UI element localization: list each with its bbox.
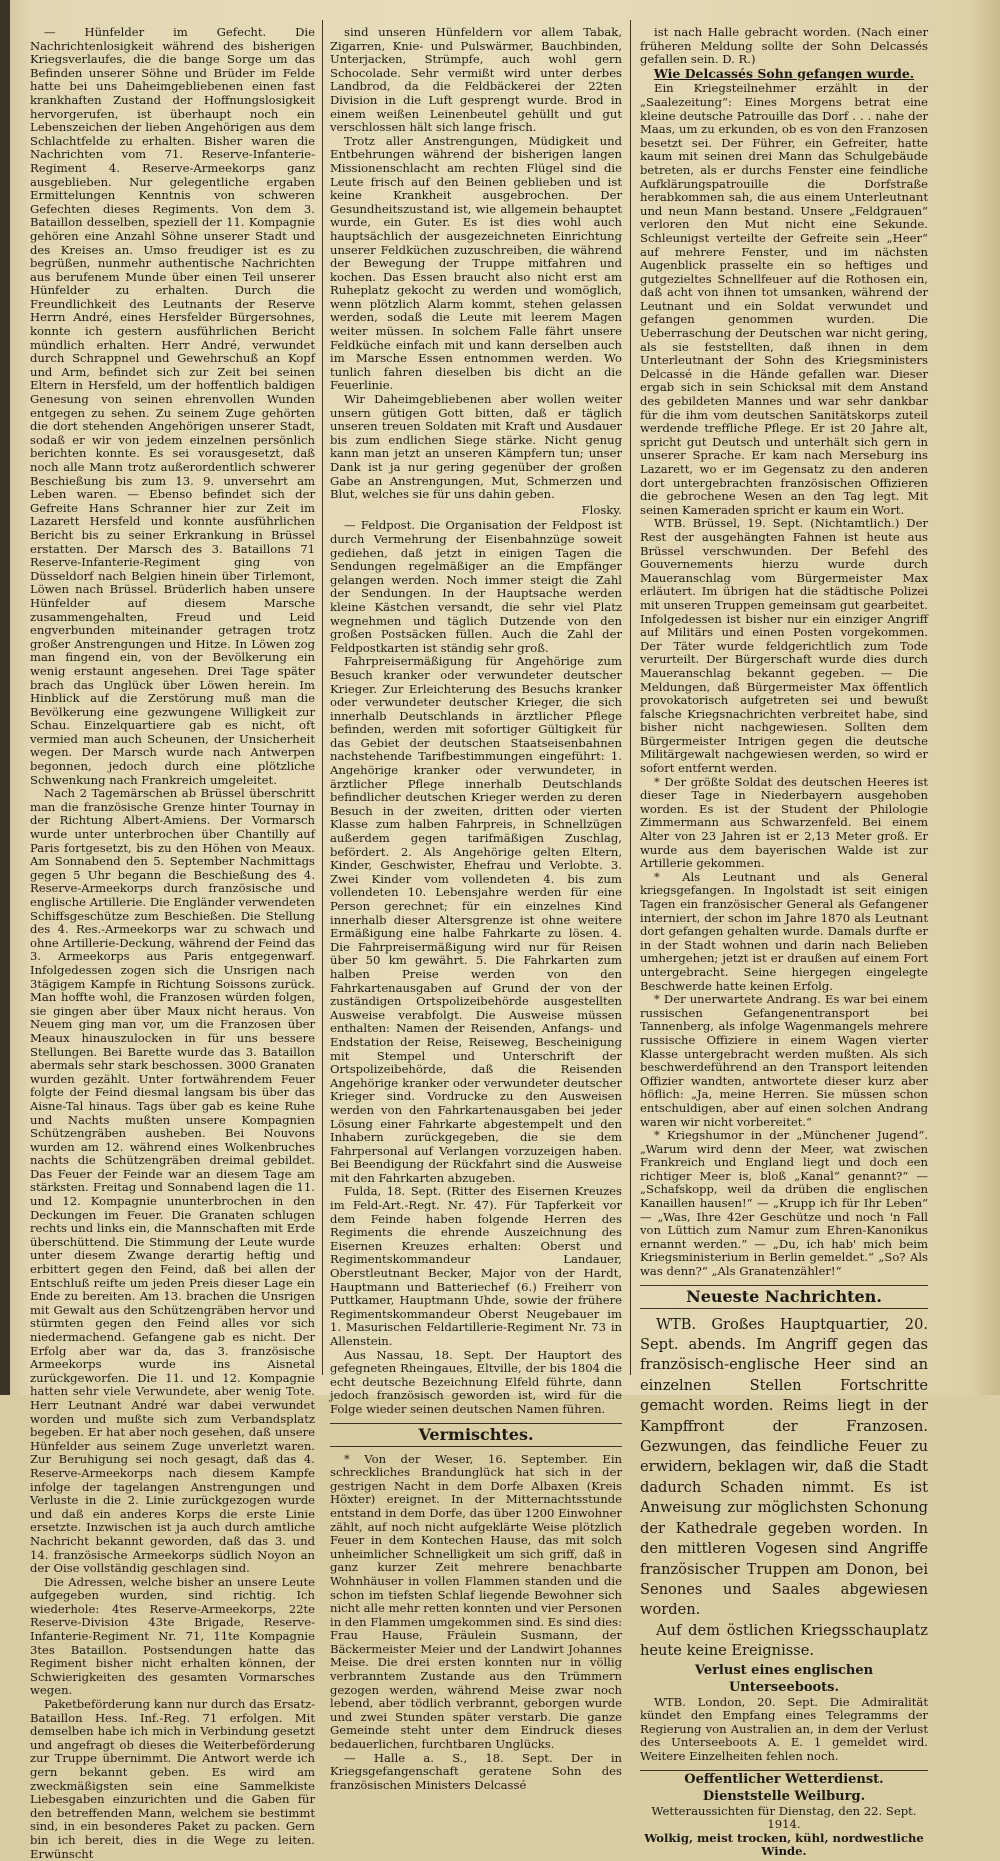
article-fahrpreis: Fahrpreisermäßigung für Angehörige zum Besuch kranker oder verwundeter deutscher Krieger. Zur Erleichterung des Besuchs kranker oder verwundeter deutscher Krieger, die sich innerhalb Deutschlands in ärztlicher Pflege befinden, werden mit sofortiger Gültigkeit für das Gebiet der deutschen Staatseisenbahnen nachstehende Tarifbestimmungen eingeführt: 1. Angehörige kranker oder verwundeter, in ärztlicher Pflege innerhalb Deutschlands befindlicher deutschen Krieger werden zu deren Besuch in der zweiten, dritten oder vierten Klasse zum halben Fahrpreis, in Schnellzügen außerdem gegen tarifmäßigen Zuschlag, befördert. 2. Als Angehörige gelten Eltern, Kinder, Geschwister, Ehefrau und Verlobte. 3. Zwei Kinder vom vollendeten 4. bis zum vollendeten 10. Lebensjahre werden für eine Person gerechnet; für ein einzelnes Kind innerhalb dieser Altersgrenze ist ohne weitere Ermäßigung eine halbe Fahrkarte zu lösen. 4. Die Fahrpreisermäßigung wird nur für Reisen über 50 km gewährt. 5. Die Fahrkarten zum halben Preise werden von den Fahrkartenausgaben auf Grund der von der zuständigen Ortspolizeibehörde ausgestellten Ausweise verabfolgt. Die Ausweise müssen enthalten: Namen der Reisenden, Anfangs- und Endstation der Reise, Reiseweg, Bescheinigung mit Stempel und Unterschrift der Ortspolizeibehörde, daß die Reisenden Angehörige kranker oder verwundeter deutscher Krieger sind. Vordrucke zu den Ausweisen werden von den Fahrkartenausgaben bei jeder Lösung einer Fahrkarte abgestempelt und den Inhabern zurückgegeben, die sie dem Fahrpersonal auf Verlangen vorzuzeigen haben. Bei Beendigung der Rückfahrt sind die Ausweise mit den Fahrkarten abzugeben. (330, 654, 622, 1185)
article-paragraph: sind unseren Hünfeldern vor allem Tabak, Zigarren, Knie- und Pulswärmer, Bauchbinden, Unterjacken, Strümpfe, auch wohl gern Schocolade. Sehr vermißt wird unter derbes Landbrod, da die Feldbäckerei der 22ten Division in die Luft gesprengt wurde. Brod in einem weißen Leinenbeutel gehüllt und gut verschlossen hält sich lange frisch. (330, 25, 622, 135)
article-weser: * Von der Weser, 16. September. Ein schreckliches Brandunglück hat sich in der gestrigen Nacht in dem Dorfe Albaxen (Kreis Höxter) ereignet. In der Mitternachtsstunde entstand in dem Dorfe, das über 1200 Einwohner zählt, auf noch nicht aufgeklärte Weise plötzlich Feuer in dem Kontechen Hause, das mit solch unheimlicher Schnelligkeit um sich griff, daß in ganz kurzer Zeit mehrere benachbarte Wohnhäuser in vollen Flammen standen und die schon im tiefsten Schlaf liegende Bewohner sich nicht alle mehr retten konnten und vier Personen in den Flammen umgekommen sind. Es sind dies: Frau Hause, Fräulein Susmann, der Bäckermeister Meier und der Landwirt Johannes Meise. Die drei ersten konnten nur in völlig verbranntem Zustande aus den Trümmern gezogen werden, während Meise zwar noch lebend, aber tödlich verbrannt, geborgen wurde und zwei Stunden später verstarb. Die ganze Gemeinde steht unter dem Eindruck dieses bedauerlichen, furchtbaren Unglücks. (330, 1451, 622, 1752)
article-osten: Auf dem östlichen Kriegsschauplatz heute keine Ereignisse. (640, 1621, 928, 1660)
article-andrang: * Der unerwartete Andrang. Es war bei einem russischen Gefangenentransport bei Tannenberg, als infolge Wagenmangels mehrere russische Offiziere in einem Wagen vierter Klasse untergebracht werden mußten. Als sich beschwerdeführend an den Transport leitenden Offizier wandten, antwortete dieser kurz aber höflich: „Ja, meine Herren. Sie müssen schon entschuldigen, aber auf einen solchen Andrang waren wir nicht vorbereitet.“ (640, 992, 928, 1129)
article-paragraph: Die Adressen, welche bisher an unsere Leute aufgegeben wurden, sind richtig. Ich wiederhole: 4tes Reserve-Armeekorps, 22te Reserve-Division 43te Brigade, Reserve-Infanterie-Regiment Nr. 71, 11te Kompagnie 3tes Bataillon. Postsendungen hatte das Regiment bisher nicht erhalten können, der Schwierigkeiten des gesamten Vormarsches wegen. (30, 1574, 315, 1698)
column-left (30, 25, 315, 1861)
author-signature: Flosky. (581, 502, 622, 517)
article-fulda: Fulda, 18. Sept. (Ritter des Eisernen Kreuzes im Feld-Art.-Regt. Nr. 47). Für Tapferkeit vor dem Feinde haben folgende Herren des Regiments die ehrende Auszeichnung des Eisernen Kreuzes erhalten: Oberst und Regimentskommandeur Landauer, Oberstleutnant Becker, Major von der Hardt, Hauptmann und Batteriechef (6.) Freiherr von Puttkamer, Hauptmann Uhde, sowie der frühere Regimentskommandeur Oberst Neugebauer im 1. Masurischen Feldartillerie-Regiment Nr. 73 in Allenstein. (330, 1184, 622, 1348)
article-london: WTB. London, 20. Sept. Die Admiralität kündet den Empfang eines Telegramms der Regierung von Australien an, in dem der Verlust des Unterseeboots A. E. 1 gemeldet wird. Weitere Einzelheiten fehlen noch. (640, 1694, 928, 1763)
column-right (640, 25, 928, 1859)
article-halle: — Halle a. S., 18. Sept. Der in Kriegsgefangenschaft geratene Sohn des französischen Ministers Delcassé (330, 1750, 622, 1792)
article-paragraph: Wir Daheimgebliebenen aber wollen weiter unsern gütigen Gott bitten, daß er täglich unseren treuen Soldaten mit Kraft und Ausdauer bis zum endlichen Siege stärke. Nicht genug kann man jetzt an unseren Kämpfern tun; unser Dank ist ja nur gering gegenüber der großen Gabe an Anstrengungen, Mut, Schmerzen und Blut, welches sie für uns dahin geben. (330, 392, 622, 502)
article-general: * Als Leutnant und als General kriegsgefangen. In Ingolstadt ist seit einigen Tagen ein französischer General als Gefangener interniert, der schon im Jahre 1870 als Leutnant dort gefangen gehalten wurde. Damals durfte er in der Stadt wohnen und darin nach Belieben umhergehen; jetzt ist er draußen auf einem Fort untergebracht. Seine hiergegen eingelegte Beschwerde hatte keinen Erfolg. (640, 869, 928, 993)
article-feldpost: — Feldpost. Die Organisation der Feldpost ist durch Vermehrung der Eisenbahnzüge soweit gediehen, daß jetzt in einigen Tagen die Sendungen regelmäßiger an die Empfänger gelangen werden. Noch immer steigt die Zahl der Sendungen. In der Hauptsache werden kleine Kästchen versandt, die sehr viel Platz wegnehmen und täglich Dutzende von den großen Postsäcken füllen. Auch die Zahl der Feldpostkarten ist ständig sehr groß. (330, 518, 622, 655)
article-nassau: Aus Nassau, 18. Sept. Der Hauptort des gefegneten Rheingaues, Eltville, der bis 1804 die echt deutsche Bezeichnung Elfeld führte, dann jedoch französisch geworden ist, wird für die Folge wieder seinen deutschen Namen führen. (330, 1347, 622, 1416)
column-rule (630, 20, 631, 1375)
article-paragraph: Paketbeförderung kann nur durch das Ersatz-Bataillon Hess. Inf.-Reg. 71 erfolgen. Mit demselben habe ich mich in Verbindung gesetzt und angefragt ob dieses die Weiterbeförderung zur Truppe übernimmt. Die Antwort werde ich gern bekannt geben. Es wird am zweckmäßigsten sein eine Sammelkiste Liebesgaben einzurichten und die Gaben für den betreffenden Mann, welchem sie bestimmt sind, in ein besonderes Paket zu packen. Gern bin ich bereit, dies in die Wege zu leiten. Erwünscht (30, 1697, 315, 1861)
article-paragraph: ist nach Halle gebracht worden. (Nach einer früheren Meldung sollte der Sohn Delcassés gefallen sein. D. R.) (640, 25, 928, 67)
article-soldat: * Der größte Soldat des deutschen Heeres ist dieser Tage in Niederbayern ausgehoben worden. Es ist der Student der Philologie Zimmermann aus Schwarzenfeld. Bei einem Alter von 23 Jahren ist er 2,13 Meter groß. Er wurde aus dem bayerischen Walde ist zur Artillerie gekommen. (640, 774, 928, 871)
section-heading-neueste: Neueste Nachrichten. (640, 1285, 928, 1309)
article-hauptquartier: WTB. Großes Hauptquartier, 20. Sept. abends. Im Angriff gegen das französisch-englische Heer sind an einzelnen Stellen Fortschritte gemacht worden. Reims liegt in der Kampffront der Franzosen. Gezwungen, das feindliche Feuer zu erwidern, beklagen wir, daß die Stadt dadurch Schaden nimmt. Es ist Anweisung zur möglichsten Schonung der Kathedrale gegeben worden. In den mittleren Vogesen sind Angriffe französischer Truppen am Donon, bei Senones und Saales abgewiesen worden. (640, 1315, 928, 1619)
news-block (640, 1315, 928, 1662)
article-bruessel: WTB. Brüssel, 19. Sept. (Nichtamtlich.) Der Rest der ausgehängten Fahnen ist heute aus Brüssel verschwunden. Der Befehl des Gouvernements hierzu wurde durch Maueranschlag vom Bürgermeister Max erläutert. Im übrigen hat die städtische Polizei mit unseren Truppen gemeinsam gut gearbeitet. Infolgedessen ist bisher nur ein einziger Angriff auf Militärs und einen Posten vorgekommen. Der Täter wurde feldgerichtlich zum Tode verurteilt. Der Bürgerschaft wurde dies durch Maueranschlag bekannt gegeben. — Die Meldungen, daß Bürgermeister Max öffentlich provokatorisch aufgetreten sei und bewußt falsche Kriegsnachrichten verbreitet habe, sind bisher nicht nachgewiesen. Sollten dem Bürgermeister Intrigen gegen die deutsche Militärgewalt nachgewiesen werden, so wird er sofort entfernt werden. (640, 516, 928, 776)
article-huenfelder: — Hünfelder im Gefecht. Die Nachrichtenlosigkeit während des bisherigen Kriegsverlaufes, die die bange Sorge um das Befinden unserer Söhne und Brüder im Felde hatte bei uns Daheimgebliebenen einen fast krankhaften Zustand der Hoffnungslosigkeit hervorgerufen, ist überhaupt noch ein Lebenszeichen der lieben Angehörigen aus dem Schlachtfelde zu erhalten. Bisher waren die Nachrichten vom 71. Reserve-Infanterie-Regiment 4. Reserve-Armeekorps ganz ausgeblieben. Nur gelegentliche ergaben Ermittelungen Kenntnis von schweren Gefechten dieses Regiments. Von dem 3. Bataillon desselben, speziell der 11. Kompagnie gehören eine Anzahl Söhne unserer Stadt und des Kreises an. Umso freudiger ist es zu begrüßen, nunmehr authentische Nachrichten aus berufenem Munde über einen Teil unserer Hünfelder zu erhalten. Durch die Freundlichkeit des Leutnants der Reserve Herrn André, eines Hersfelder Bürgersohnes, konnte ich gestern ausführlichen Bericht mündlich erhalten. Herr André, verwundet durch Schrappnel und Gewehrschuß an Kopf und Arm, befindet sich zur Zeit bei seinen Eltern in Hersfeld, um der hoffentlich baldigen Genesung von seinen ehrenvollen Wunden entgegen zu sehen. Zu seinem Zuge gehörten die dort stehenden Angehörigen unserer Stadt, sodaß er wir von jedem einzelnen persönlich berichten konnte. Es sei vorausgesetzt, daß noch alle Mann trotz außerordentlich schwerer Beschießung bis zum 13. 9. unversehrt am Leben waren. — Ebenso befindet sich der Gefreite Hans Schranner hier zur Zeit im Lazarett Hersfeld und konnte ausführlichen Bericht bis zu seiner Erkrankung in Brüssel erstatten. Der Marsch des 3. Bataillons 71 Reserve-Infanterie-Regiment ging von Düsseldorf nach Belgien hinein über Tirlemont, Löwen nach Brüssel. Brüderlich haben unsere Hünfelder auf diesem Marsche zusammengehalten, Freud und Leid engverbunden miteinander getragen trotz großer Anstrengungen und Hitze. In Löwen zog man fingend ein, von der Bevölkerung ein wenig erstaunt angesehen. Drei Tage später brach das Unglück über Löwen herein. Im Hinblick auf die Zerstörung muß man die Bevölkerung eine gezwungene Willigkeit zur Schau. Einzelquartiere gab es nicht, oft vermied man auch Scheunen, der Unsicherheit wegen. Der Marsch wurde nach Antwerpen begonnen, jedoch durch eine plötzliche Schwenkung nach Frankreich umgeleitet. (30, 25, 315, 787)
article-paragraph: Trotz aller Anstrengungen, Müdigkeit und Entbehrungen während der bisherigen langen Missionenschlacht am rechten Flügel sind die Leute frisch auf den Beinen geblieben und ist keine Krankheit ausgebrochen. Der Gesundheitszustand ist, wie allgemein behauptet wurde, ein Guter. Es ist dies wohl auch hauptsächlich der ausgezeichneten Einrichtung unserer Feldküchen zuzuschreiben, die während der Bewegung der Truppe mitfahren und kochen. Das Essen braucht also nicht erst am Ruheplatz gekocht zu werden und womöglich, wenn plötzlich Alarm kommt, stehen gelassen werden, sodaß die Leute mit leerem Magen weiter müssen. In solchem Falle fährt unsere Feldküche einfach mit und kann derselben auch im Marsche Essen entnommen werden. Wo tunlich fahren dieselben bis dicht an die Feuerlinie. (330, 133, 622, 393)
column-middle (330, 25, 622, 1792)
article-kriegshumor: * Kriegshumor in der „Münchener Jugend“. „Warum wird denn der Meer, wat zwischen Frankreich und England liegt und doch een richtiger Meer is, bloß „Kanal“ genannt?“ — „Schafskopp, weil da drüben die englischen Kanaillen hausen!“ — „Krupp ich für Ihr Leben“ — „Was, Ihre 42er Geschütze und noch 'n Fall von Lüttich zum Namur zum Ehren-Kanonikus ernannt werden.“ — „Du, ich hab' mich beim Kriegsministerium in Berlin gemeldet.“ „So? Als was denn?“ „Als Granatenzähler!“ (640, 1128, 928, 1279)
article-heading-unterseeboot: Verlust eines englischen Unterseeboots. (694, 1662, 874, 1695)
article-delcasse: Ein Kriegsteilnehmer erzählt in der „Saalezeitung“: Eines Morgens betrat eine kleine deutsche Patrouille das Dorf . . . nahe der Maas, um zu erkunden, ob es von den Franzosen besetzt sei. Der Führer, ein Gefreiter, hatte kaum mit seinen drei Mann das Schulgebäude betreten, als er durchs Fenster eine feindliche Aufklärungspatrouille die Dorfstraße herabkommen sah, die aus einem Unterleutnant und neun Mann bestand. Unsere „Feldgrauen“ verloren den Mut nicht eine Sekunde. Schleunigst verteilte der Gefreite sein „Heer“ auf mehrere Fenster, und im nächsten Augenblick prasselte ein so heftiges und gutgezieltes Schnellfeuer auf die Rothosen ein, daß acht von ihnen tot umsanken, während der Leutnant und ein Soldat verwundet und gefangen genommen wurden. Die Ueberraschung der Deutschen war nicht gering, als sie feststellten, daß ihnen in dem Unterleutnant der Sohn des Kriegsministers Delcassé in die Hände gefallen war. Dieser ergab sich in sein Schicksal mit dem Anstand des gebildeten Mannes und war sehr dankbar für die ihm vom deutschen Sanitätskorps zuteil werdende treffliche Pflege. Er ist 20 Jahre alt, spricht gut Deutsch und unterhält sich gern in unserer Sprache. Er kam nach Merseburg ins Lazarett, wo er im Gegensatz zu den anderen dort untergebrachten französischen Offizieren die gebrochene Wesen an den Tag legt. Mit seinen Kameraden spricht er kaum ein Wort. (640, 81, 928, 517)
weather-station: Dienststelle Weilburg. (702, 1788, 866, 1804)
article-paragraph: Nach 2 Tagemärschen ab Brüssel überschritt man die französische Grenze hinter Tournay in der Richtung Albert-Amiens. Der Vormarsch wurde unter unterbrochen über Chantilly auf Paris fortgesetzt, bis zu den Höhen von Meaux. Am Sonnabend den 5. September Nachmittags gegen 5 Uhr begann die Beschießung des 4. Reserve-Armeekorps durch französische und englische Artillerie. Die Engländer verwendeten Schiffsgeschütze zum Beschießen. Die Stellung des 4. Res.-Armeekorps war zu schwach und ohne Artillerie-Deckung, während der Feind das 3. Armeekorps aus Paris entgegenwarf. Infolgedessen zogen sich die Unsrigen nach 3tägigem Kampfe in Richtung Soissons zurück. Man hoffte wohl, die Franzosen würden folgen, sie gingen aber über Maux nicht heraus. Von Neuem ging man vor, um die Franzosen über Meaux hinauszulocken in für uns bessere Stellungen. Bei Barette wurde das 3. Bataillon abermals sehr stark beschossen. 3000 Granaten wurden gezählt. Unter fortwährendem Feuer folgte der Feind diesmal langsam bis über das Aisne-Tal hinaus. Tags über gab es keine Ruhe und Nachts mußten unsere Kompagnien Schützengräben ausheben. Bei Nouvons wurden am 12. während eines Wolkenbruches nachts die Schützengräben dreimal gebildet. Das Feuer der Feinde war an diesem Tage am stärksten. Freitag und Sonnabend lagen die 11. und 12. Kompagnie ununterbrochen in den Deckungen im Feuer. Die Granaten schlugen rechts und links ein, die Mannschaften mit Erde überschüttend. Die Stimmung der Leute wurde unter diesem Zwange derartig heftig und erbittert gegen den Feind, daß bei allen der Entschluß reifte um jeden Preis dieser Lage ein Ende zu bereiten. Am 13. brachen die Unsrigen mit Gewalt aus den Schützengräben hervor und stürmten gegen den Feind alles vor sich niedermachend. Gefangene gab es nicht. Der Erfolg aber war da, das 3. französische Armeekorps wurde ins Aisnetal zurückgeworfen. Die 11. und 12. Kompagnie hatten sehr viele Verwundete, aber wenig Tote. Herr Leutnant André war dabei verwundet worden und mußte sich zum Verbandsplatz begeben. Er hat aber noch gesehen, daß unsere Hünfelder aus seinem Zuge unverletzt waren. Zur Beruhigung sei noch gesagt, daß das 4. Reserve-Armeekorps nach diesem Kampfe infolge der tagelangen Anstrengungen und Verluste in die 2. Linie zurückgezogen wurde und daß ein anderes Korps die erste Linie ersetzte. Inzwischen ist ja auch durch amtliche Nachricht bekannt geworden, daß das 3. und 14. französische Armeekorps südlich Noyon an der Oise vollständig geschlagen sind. (30, 786, 315, 1576)
article-heading-delcasse: Wie Delcassés Sohn gefangen wurde. (653, 65, 915, 81)
weather-date: Wetteraussichten für Dienstag, den 22. Sept. 1914. (651, 1803, 917, 1832)
page-binding-edge (0, 0, 10, 1395)
weather-heading: Oeffentlicher Wetterdienst. (640, 1770, 928, 1788)
column-rule (322, 20, 323, 1375)
weather-forecast: Wolkig, meist trocken, kühl, nordwestliche Winde. (644, 1830, 924, 1859)
section-heading-vermischtes: Vermischtes. (330, 1423, 622, 1447)
